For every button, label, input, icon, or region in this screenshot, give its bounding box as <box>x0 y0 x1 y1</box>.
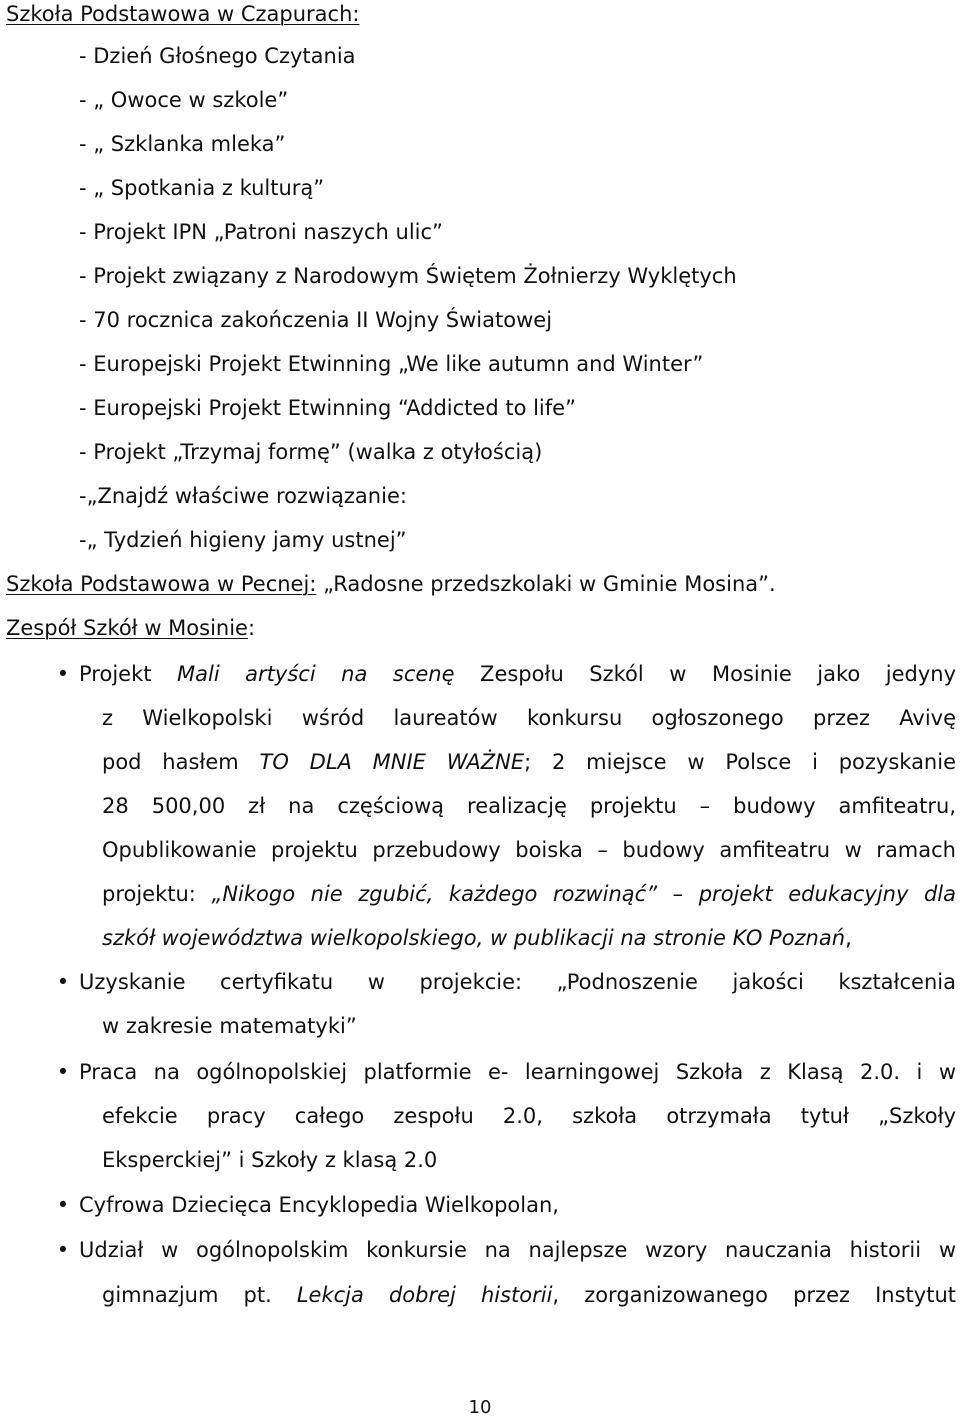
list-item: - „ Spotkania z kulturą” <box>79 176 325 200</box>
pecna-heading: Szkoła Podstawowa w Pecnej: <box>6 572 317 596</box>
bullet-3-line-3: Eksperckiej” i Szkoły z klasą 2.0 <box>102 1148 438 1172</box>
bullet-4-line-1: Cyfrowa Dziecięca Encyklopedia Wielkopolan, <box>79 1193 559 1217</box>
list-item: - 70 rocznica zakończenia II Wojny Światowej <box>79 308 553 332</box>
list-item: - „ Szklanka mleka” <box>79 132 286 156</box>
text-run: , zorganizowanego przez Instytut <box>552 1283 956 1307</box>
bullet-icon: • <box>56 662 70 686</box>
bullet-1-line-2: z Wielkopolski wśród laureatów konkursu ogłoszonego przez Avivę <box>102 706 956 730</box>
project-title: „Nikogo nie zgubić, każdego rozwinąć” – projekt edukacyjny dla <box>211 882 957 906</box>
bullet-3-line-1: Praca na ogólnopolskiej platformie e- learningowej Szkoła z Klasą 2.0. i w <box>79 1060 956 1084</box>
text-run: , <box>845 926 852 950</box>
pecna-line <box>6 570 776 598</box>
list-item: - Europejski Projekt Etwinning „We like autumn and Winter” <box>79 352 704 376</box>
list-item: - Projekt związany z Narodowym Świętem Żołnierzy Wyklętych <box>79 264 737 288</box>
bullet-icon: • <box>56 970 70 994</box>
bullet-icon: • <box>56 1060 70 1084</box>
list-item: - Projekt „Trzymaj formę” (walka z otyłością) <box>79 440 543 464</box>
bullet-2-line-2: w zakresie matematyki” <box>102 1014 357 1038</box>
czapury-heading: Szkoła Podstawowa w Czapurach: <box>6 2 360 26</box>
page-number: 10 <box>468 1397 492 1418</box>
text-run: ; 2 miejsce w Polsce i pozyskanie <box>524 750 956 774</box>
list-item: -„ Tydzień higieny jamy ustnej” <box>79 528 407 552</box>
bullet-1-line-1 <box>79 660 956 688</box>
text-run: projektu: <box>102 882 212 906</box>
publication-title: szkół województwa wielkopolskiego, w publikacji na stronie KO Poznań <box>102 926 846 950</box>
mosina-heading: Zespół Szkół w Mosinie <box>6 616 248 640</box>
bullet-1-line-3 <box>102 748 956 776</box>
pecna-text: „Radosne przedszkolaki w Gminie Mosina”. <box>316 572 776 596</box>
text-run: gimnazjum pt. <box>102 1283 297 1307</box>
bullet-1-line-4: 28 500,00 zł na częściową realizację projektu – budowy amfiteatru, <box>102 794 956 818</box>
bullet-icon: • <box>56 1193 70 1217</box>
mosina-heading-colon: : <box>247 616 256 640</box>
bullet-5-line-2 <box>102 1281 956 1309</box>
mosina-heading-line <box>6 614 255 642</box>
text-run: Projekt <box>79 662 177 686</box>
list-item: - Projekt IPN „Patroni naszych ulic” <box>79 220 443 244</box>
competition-title: Lekcja dobrej historii <box>296 1283 553 1307</box>
text-run: pod hasłem <box>102 750 260 774</box>
bullet-1-line-7 <box>102 924 956 952</box>
slogan: TO DLA MNIE WAŻNE <box>259 750 525 774</box>
list-item: - Dzień Głośnego Czytania <box>79 44 356 68</box>
bullet-icon: • <box>56 1238 70 1262</box>
list-item: - „ Owoce w szkole” <box>79 88 289 112</box>
text-run: Zespołu Szkól w Mosinie jako jedyny <box>454 662 957 686</box>
list-item: -„Znajdź właściwe rozwiązanie: <box>79 484 407 508</box>
list-item: - Europejski Projekt Etwinning “Addicted to life” <box>79 396 576 420</box>
bullet-3-line-2: efekcie pracy całego zespołu 2.0, szkoła otrzymała tytuł „Szkoły <box>102 1104 956 1128</box>
project-title: Mali artyści na scenę <box>177 662 455 686</box>
bullet-5-line-1: Udział w ogólnopolskim konkursie na najlepsze wzory nauczania historii w <box>79 1238 956 1262</box>
bullet-1-line-5: Opublikowanie projektu przebudowy boiska – budowy amfiteatru w ramach <box>102 838 956 862</box>
bullet-1-line-6 <box>102 880 956 908</box>
bullet-2-line-1: Uzyskanie certyfikatu w projekcie: „Podnoszenie jakości kształcenia <box>79 970 956 994</box>
